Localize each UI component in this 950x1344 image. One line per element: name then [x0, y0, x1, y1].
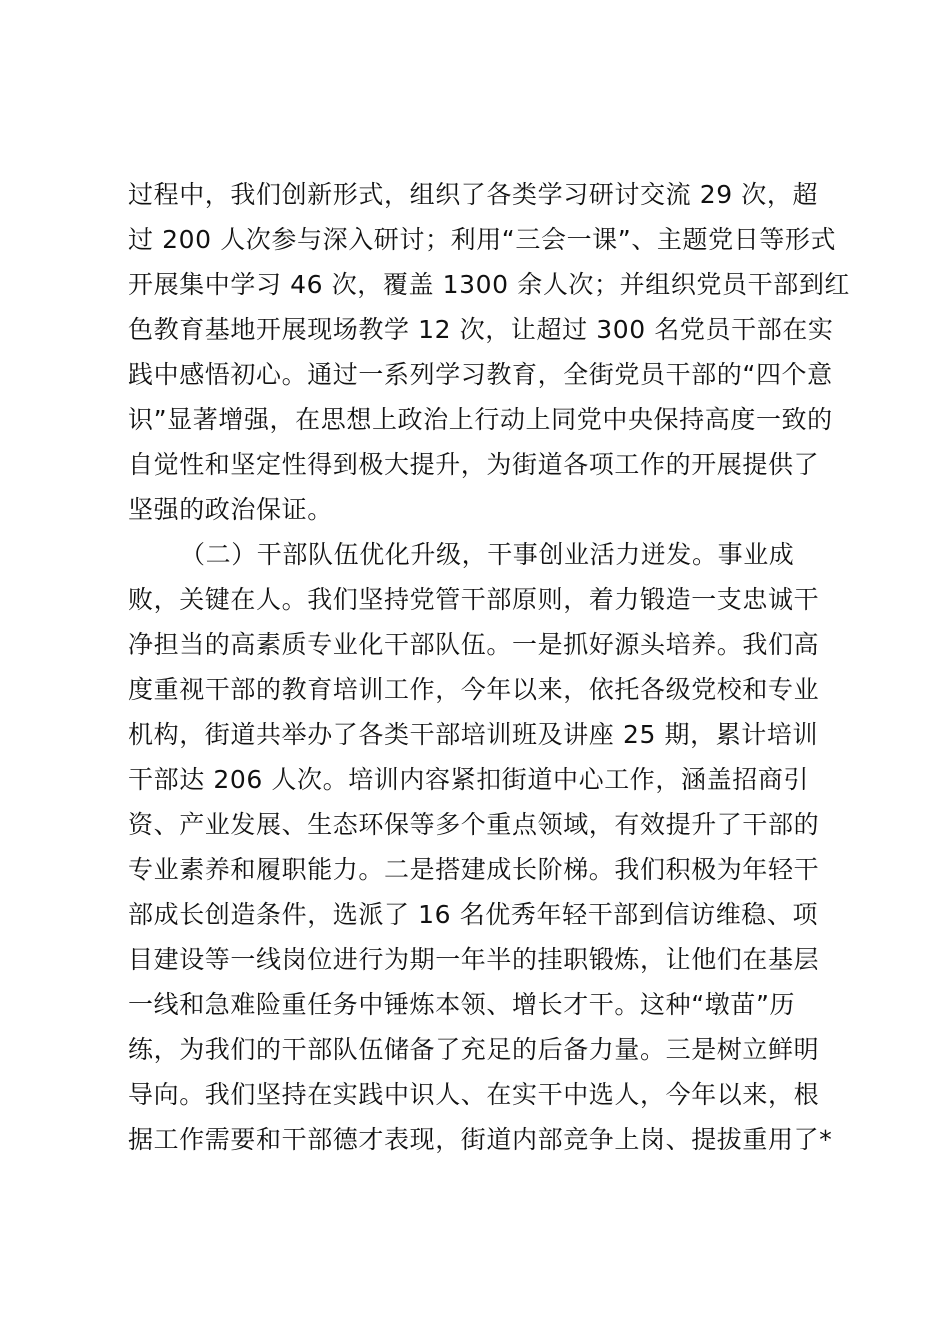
paragraph-2-line-13: 导向。我们坚持在实践中识人、在实干中选人，今年以来，根 — [128, 1080, 820, 1109]
paragraph-1-line-6: 识”显著增强，在思想上政治上行动上同党中央保持高度一致的 — [128, 405, 833, 434]
paragraph-1-line-1: 过程中，我们创新形式，组织了各类学习研讨交流 29 次，超 — [128, 180, 819, 209]
paragraph-1-line-3: 开展集中学习 46 次，覆盖 1300 余人次；并组织党员干部到红 — [128, 270, 851, 299]
paragraph-2-line-5: 机构，街道共举办了各类干部培训班及讲座 25 期，累计培训 — [128, 720, 819, 749]
paragraph-2-line-9: 部成长创造条件，选派了 16 名优秀年轻干部到信访维稳、项 — [128, 900, 819, 929]
paragraph-2-line-1: （二）干部队伍优化升级，干事创业活力迸发。事业成 — [180, 540, 795, 569]
paragraph-2-line-2: 败，关键在人。我们坚持党管干部原则，着力锻造一支忠诚干 — [128, 585, 820, 614]
paragraph-1-line-2: 过 200 人次参与深入研讨；利用“三会一课”、主题党日等形式 — [128, 225, 837, 254]
paragraph-1-line-8: 坚强的政治保证。 — [128, 495, 333, 524]
paragraph-2-line-7: 资、产业发展、生态环保等多个重点领域，有效提升了干部的 — [128, 810, 820, 839]
paragraph-2-line-10: 目建设等一线岗位进行为期一年半的挂职锻炼，让他们在基层 — [128, 945, 820, 974]
paragraph-1-line-7: 自觉性和坚定性得到极大提升，为街道各项工作的开展提供了 — [128, 450, 820, 479]
paragraph-2-line-8: 专业素养和履职能力。二是搭建成长阶梯。我们积极为年轻干 — [128, 855, 820, 884]
paragraph-2-line-14: 据工作需要和干部德才表现，街道内部竞争上岗、提拔重用了* — [128, 1125, 833, 1154]
paragraph-1-line-5: 践中感悟初心。通过一系列学习教育，全街党员干部的“四个意 — [128, 360, 833, 389]
paragraph-2-line-11: 一线和急难险重任务中锤炼本领、增长才干。这种“墩苗”历 — [128, 990, 796, 1019]
paragraph-2-line-6: 干部达 206 人次。培训内容紧扣街道中心工作，涵盖招商引 — [128, 765, 810, 794]
paragraph-2-line-4: 度重视干部的教育培训工作，今年以来，依托各级党校和专业 — [128, 675, 820, 704]
paragraph-2-line-12: 练，为我们的干部队伍储备了充足的后备力量。三是树立鲜明 — [128, 1035, 820, 1064]
paragraph-1-line-4: 色教育基地开展现场教学 12 次，让超过 300 名党员干部在实 — [128, 315, 834, 344]
paragraph-2-line-3: 净担当的高素质专业化干部队伍。一是抓好源头培养。我们高 — [128, 630, 820, 659]
